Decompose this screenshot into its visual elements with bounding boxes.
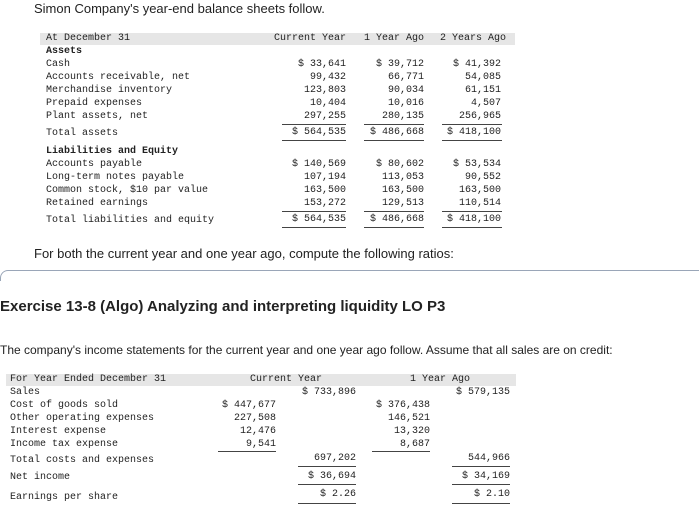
total-double-line <box>298 484 356 485</box>
total-double-line <box>452 484 510 485</box>
cell-2-years: 256,965 <box>458 111 501 122</box>
row-label: Cash <box>46 59 71 70</box>
header-1-year-ago: 1 Year Ago <box>410 374 471 385</box>
total-double-line <box>298 503 356 504</box>
cell-1-year: $ 34,169 <box>461 471 510 482</box>
subtotal-line <box>364 124 424 125</box>
cell-2-years: $ 418,100 <box>446 214 501 225</box>
total-double-line <box>442 140 502 141</box>
total-double-line <box>282 227 346 228</box>
subtotal-line <box>282 124 346 125</box>
subtotal-line <box>442 124 502 125</box>
row-label: Net income <box>10 472 71 483</box>
row-label: Sales <box>10 387 41 398</box>
cell-current: 10,404 <box>309 98 346 109</box>
cell-current: $ 36,694 <box>307 471 356 482</box>
cell-1-year: 146,521 <box>387 413 430 424</box>
cell-current: 153,272 <box>303 198 346 209</box>
row-label: Cost of goods sold <box>10 400 119 411</box>
cell-1-year: 163,500 <box>381 185 424 196</box>
cell-1-year: $ 39,712 <box>375 59 424 70</box>
cell-1-year: 66,771 <box>387 72 424 83</box>
cell-current: $ 2.26 <box>319 489 356 500</box>
cell-1-year: 10,016 <box>387 98 424 109</box>
cell-1-year: $ 579,135 <box>455 387 510 398</box>
cell-current: 227,508 <box>233 413 276 424</box>
cell-current: $ 140,569 <box>291 159 346 170</box>
cell-current: 297,255 <box>303 111 346 122</box>
row-label: Total assets <box>46 128 119 139</box>
cell-1-year: $ 80,602 <box>375 159 424 170</box>
row-label: Earnings per share <box>10 492 119 503</box>
cell-2-years: 61,151 <box>464 85 501 96</box>
cell-1-year: 90,034 <box>387 85 424 96</box>
cell-1-year: $ 376,438 <box>375 400 430 411</box>
row-label: Retained earnings <box>46 198 149 209</box>
row-label: Total costs and expenses <box>10 455 155 466</box>
subtotal-line <box>372 451 430 452</box>
cell-1-year: 113,053 <box>381 172 424 183</box>
subtotal-line <box>452 466 510 467</box>
cell-current: 9,541 <box>245 439 276 450</box>
cell-1-year: 129,513 <box>381 198 424 209</box>
subtotal-line <box>282 211 346 212</box>
header-2-years-ago: 2 Years Ago <box>440 33 507 44</box>
cell-current: 163,500 <box>303 185 346 196</box>
total-double-line <box>364 140 424 141</box>
subtotal-line <box>442 211 502 212</box>
row-label: Plant assets, net <box>46 111 149 122</box>
row-label: Common stock, $10 par value <box>46 185 209 196</box>
cell-1-year: 8,687 <box>399 439 430 450</box>
row-label: Prepaid expenses <box>46 98 143 109</box>
cell-current: 123,803 <box>303 85 346 96</box>
header-label: For Year Ended December 31 <box>10 374 167 385</box>
subtotal-line <box>298 466 356 467</box>
cell-1-year: 280,135 <box>381 111 424 122</box>
subtotal-line <box>218 451 276 452</box>
intro-text: Simon Company's year-end balance sheets follow. <box>34 1 325 16</box>
total-double-line <box>452 503 510 504</box>
cell-current: $ 33,641 <box>297 59 346 70</box>
cell-2-years: 90,552 <box>464 172 501 183</box>
total-double-line <box>364 227 424 228</box>
row-label: Total liabilities and equity <box>46 215 215 226</box>
cell-current: 107,194 <box>303 172 346 183</box>
total-double-line <box>442 227 502 228</box>
header-1-year-ago: 1 Year Ago <box>364 33 425 44</box>
cell-1-year: $ 486,668 <box>369 214 424 225</box>
cell-current: $ 564,535 <box>291 214 346 225</box>
cell-current: 697,202 <box>313 453 356 464</box>
row-label: Interest expense <box>10 426 107 437</box>
cell-current: 12,476 <box>239 426 276 437</box>
exercise-text: The company's income statements for the current year and one year ago follow. Assume that all sales are on credit: <box>0 343 613 357</box>
header-label: At December 31 <box>46 33 131 44</box>
header-current-year: Current Year <box>274 33 347 44</box>
row-label: Other operating expenses <box>10 413 155 424</box>
cell-1-year: $ 2.10 <box>473 489 510 500</box>
cell-1-year: 13,320 <box>393 426 430 437</box>
cell-2-years: $ 53,534 <box>452 159 501 170</box>
cell-2-years: 54,085 <box>464 72 501 83</box>
cell-1-year: $ 486,668 <box>369 127 424 138</box>
exercise-title: Exercise 13-8 (Algo) Analyzing and interpreting liquidity LO P3 <box>0 298 446 315</box>
row-label: Merchandise inventory <box>46 85 173 96</box>
cell-current: $ 564,535 <box>291 127 346 138</box>
cell-2-years: $ 41,392 <box>452 59 501 70</box>
section-divider <box>0 270 699 281</box>
cell-1-year: 544,966 <box>467 453 510 464</box>
header-current-year: Current Year <box>250 374 323 385</box>
cell-current: $ 733,896 <box>301 387 356 398</box>
row-label: Accounts receivable, net <box>46 72 191 83</box>
cell-2-years: $ 418,100 <box>446 127 501 138</box>
subtotal-line <box>364 211 424 212</box>
assets-heading: Assets <box>46 46 83 57</box>
ratios-prompt: For both the current year and one year ago, compute the following ratios: <box>34 246 454 261</box>
cell-current: 99,432 <box>309 72 346 83</box>
row-label: Income tax expense <box>10 439 119 450</box>
total-double-line <box>282 140 346 141</box>
cell-2-years: 4,507 <box>470 98 501 109</box>
cell-current: $ 447,677 <box>221 400 276 411</box>
liabilities-heading: Liabilities and Equity <box>46 146 179 157</box>
row-label: Long-term notes payable <box>46 172 185 183</box>
row-label: Accounts payable <box>46 159 143 170</box>
cell-2-years: 110,514 <box>458 198 501 209</box>
cell-2-years: 163,500 <box>458 185 501 196</box>
